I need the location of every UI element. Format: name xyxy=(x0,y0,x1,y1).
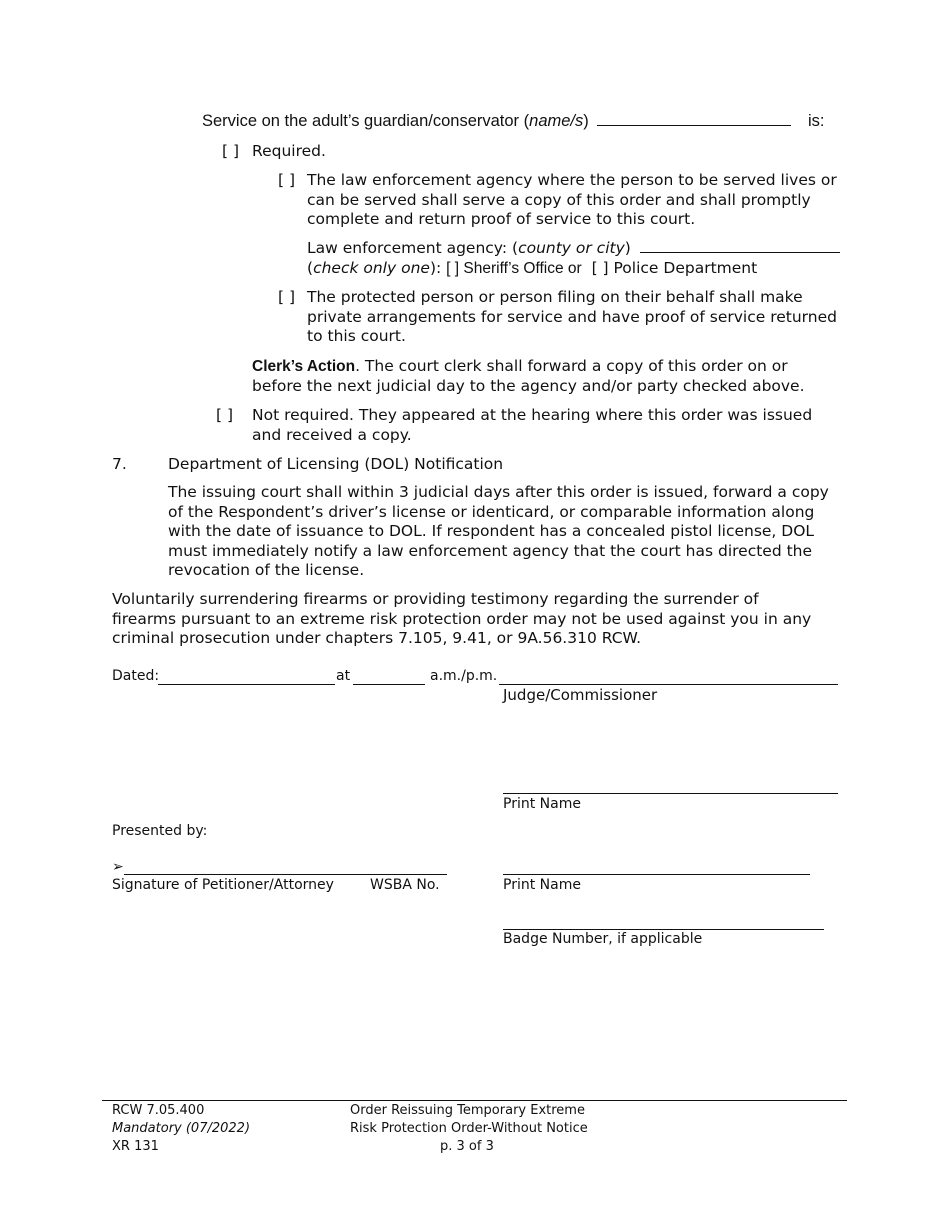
check-hint: check only one xyxy=(313,259,430,277)
presented-by-label: Presented by: xyxy=(112,823,208,839)
time-field[interactable] xyxy=(353,684,425,685)
at-label: at xyxy=(336,668,351,684)
check-only-one-line: (check only one): [ ] Sheriff’s Office or [ ] Police Department xyxy=(307,259,758,277)
clerk-text: . The court clerk shall forward a copy of this order on or before the next judicial day to the agency and/or party checked above. xyxy=(252,357,805,395)
badge-label: Badge Number, if applicable xyxy=(503,931,703,947)
service-is: is: xyxy=(808,112,825,130)
clerk-action xyxy=(252,357,842,396)
ampm-label: a.m./p.m. xyxy=(430,668,498,684)
print-name-field-2[interactable] xyxy=(503,874,810,875)
name-hint: name/s xyxy=(529,112,584,130)
arrow-icon: ➢ xyxy=(112,859,124,875)
check-close: ): xyxy=(429,259,442,277)
print-name-label-2: Print Name xyxy=(503,877,581,893)
private-text: The protected person or person filing on their behalf shall make private arrangements for service and have proof of service returned to this court. xyxy=(307,288,837,345)
wsba-label: WSBA No. xyxy=(370,877,440,893)
not-required-text: Not required. They appeared at the hearing where this order was issued and received a copy. xyxy=(252,406,813,444)
footer-rcw: RCW 7.05.400 xyxy=(112,1103,205,1118)
le-agency-hint: county or city xyxy=(518,239,625,257)
section-7-body: The issuing court shall within 3 judicial days after this order is issued, forward a copy of the Respondent’s driver’s license or identicard, or comparable information along with the date of issuance to DOL. If respondent has a concealed pistol license, DOL must immediately notify a law enforcement agency that the court has directed the revocation of the license. xyxy=(168,483,829,579)
required-label: Required. xyxy=(252,142,326,160)
dated-label: Dated: xyxy=(112,668,160,684)
required-checkbox[interactable]: [ ] xyxy=(222,142,240,160)
police-option[interactable]: [ ] Police Department xyxy=(591,259,758,277)
not-required-checkbox[interactable]: [ ] xyxy=(216,406,234,424)
le-agency-field[interactable] xyxy=(640,252,840,253)
clerk-label: Clerk’s Action xyxy=(252,358,356,375)
voluntary-paragraph: Voluntarily surrendering firearms or providing testimony regarding the surrender of firearms pursuant to an extreme risk protection order may not be used against you in any criminal prosecution under chapters 7.105, 9.41, or 9A.56.310 RCW. xyxy=(112,590,812,647)
le-agency-close: ) xyxy=(624,239,631,257)
footer-page: p. 3 of 3 xyxy=(440,1139,494,1154)
judge-label: Judge/Commissioner xyxy=(503,686,658,704)
guardian-name-field[interactable] xyxy=(597,125,791,126)
judge-print-name-field[interactable] xyxy=(503,793,838,794)
footer-form-number: XR 131 xyxy=(112,1139,159,1154)
footer-title-1: Order Reissuing Temporary Extreme xyxy=(350,1103,585,1118)
section-7-number: 7. xyxy=(112,455,127,473)
le-agency-label: Law enforcement agency: ( xyxy=(307,239,519,257)
petitioner-signature-field[interactable] xyxy=(124,874,447,875)
footer-mandatory: Mandatory (07/2022) xyxy=(112,1121,251,1136)
private-checkbox[interactable]: [ ] xyxy=(278,288,296,306)
service-intro: Service on the adult’s guardian/conservator ( xyxy=(202,112,530,130)
print-name-label-1: Print Name xyxy=(503,796,581,812)
petitioner-signature-label: Signature of Petitioner/Attorney xyxy=(112,877,334,893)
footer-title-2: Risk Protection Order-Without Notice xyxy=(350,1121,588,1136)
le-checkbox[interactable]: [ ] xyxy=(278,171,296,189)
sheriff-option[interactable]: [ ] Sheriff’s Office or xyxy=(446,260,582,277)
service-line xyxy=(202,112,791,132)
service-intro-close: ) xyxy=(583,112,589,130)
footer-divider xyxy=(102,1100,847,1101)
judge-signature-field[interactable] xyxy=(499,684,838,685)
dated-field[interactable] xyxy=(158,684,335,685)
le-text: The law enforcement agency where the person to be served lives or can be served shall serve a copy of this order and shall promptly complete and return proof of service to this court. xyxy=(307,171,837,228)
le-agency-line xyxy=(307,239,840,259)
section-7-title: Department of Licensing (DOL) Notification xyxy=(168,455,504,473)
